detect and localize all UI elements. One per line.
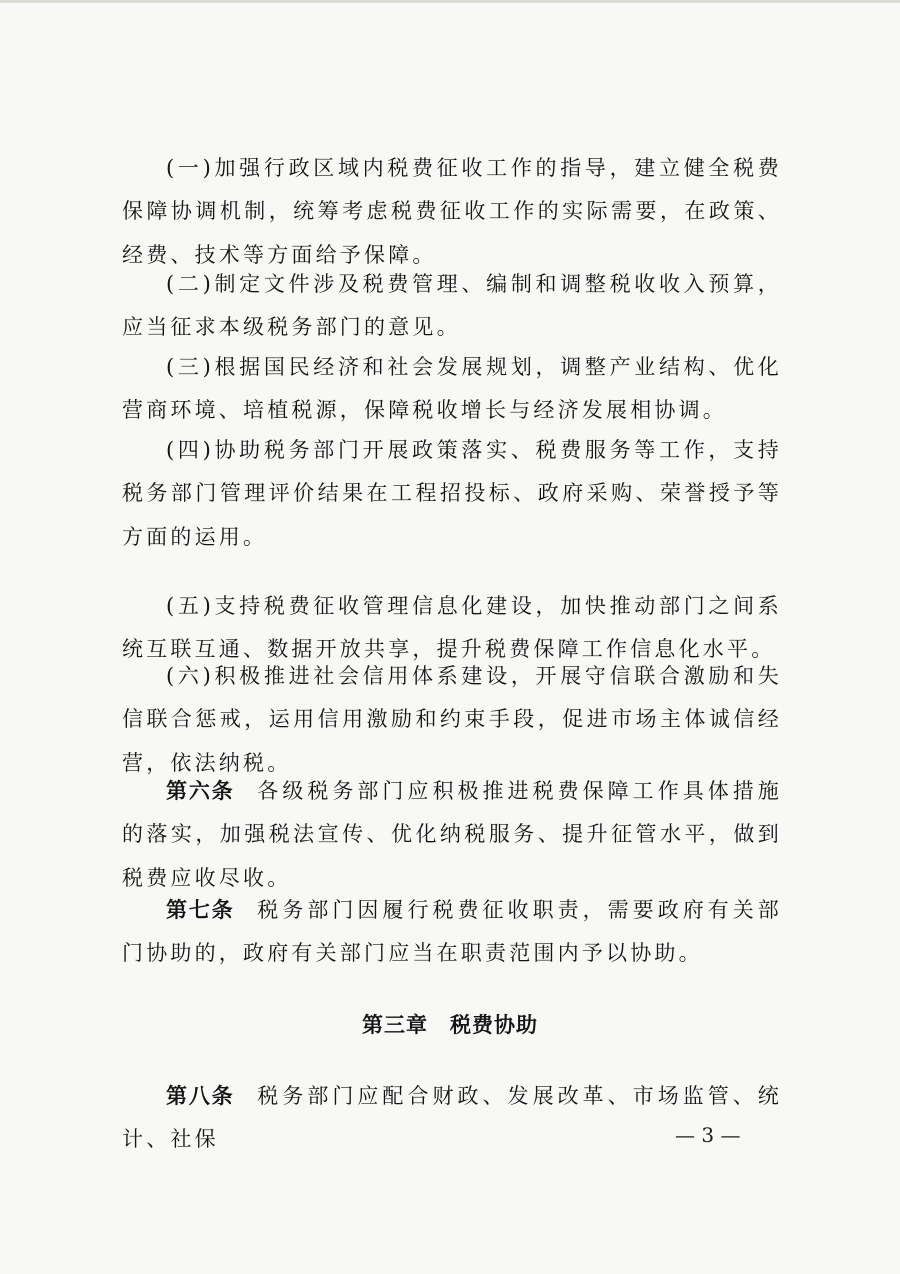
paragraph-3: (三)根据国民经济和社会发展规划，调整产业结构、优化营商环境、培植税源，保障税收增长与经济发展相协调。 — [122, 355, 782, 423]
paragraph-2: (二)制定文件涉及税费管理、编制和调整税收收入预算，应当征求本级税务部门的意见。 — [122, 272, 782, 340]
article-6-text: 各级税务部门应积极推进税费保障工作具体措施的落实，加强税法宣传、优化纳税服务、提升征管水平，做到税费应收尽收。 — [122, 779, 783, 890]
chapter-number: 第三章 — [362, 1013, 428, 1037]
paragraph-1: (一)加强行政区域内税费征收工作的指导，建立健全税费保障协调机制，统筹考虑税费征收工作的实际需要，在政策、经费、技术等方面给予保障。 — [122, 156, 782, 267]
article-7 — [122, 889, 782, 976]
paragraph-4: (四)协助税务部门开展政策落实、税费服务等工作，支持税务部门管理评价结果在工程招投标、政府采购、荣誉授予等方面的运用。 — [122, 438, 782, 549]
page-top-edge — [0, 0, 900, 3]
chapter-title: 税费协助 — [450, 1013, 538, 1037]
paragraph-6: (六)积极推进社会信用体系建设，开展守信联合激励和失信联合惩戒，运用信用激励和约束手段，促进市场主体诚信经营，依法纳税。 — [122, 664, 782, 775]
article-6 — [122, 770, 782, 900]
article-8-label: 第八条 — [166, 1084, 235, 1108]
article-6-label: 第六条 — [166, 779, 235, 803]
article-7-text: 税务部门因履行税费征收职责，需要政府有关部门协助的，政府有关部门应当在职责范围内予以协助。 — [122, 898, 783, 966]
paragraph-5: (五)支持税费征收管理信息化建设，加快推动部门之间系统互联互通、数据开放共享，提升税费保障工作信息化水平。 — [122, 594, 782, 662]
chapter-heading — [0, 1005, 900, 1045]
page-number: — 3 — — [675, 1123, 741, 1147]
article-7-label: 第七条 — [166, 898, 235, 922]
article-8-text: 税务部门应配合财政、发展改革、市场监管、统计、社保 — [122, 1084, 783, 1152]
